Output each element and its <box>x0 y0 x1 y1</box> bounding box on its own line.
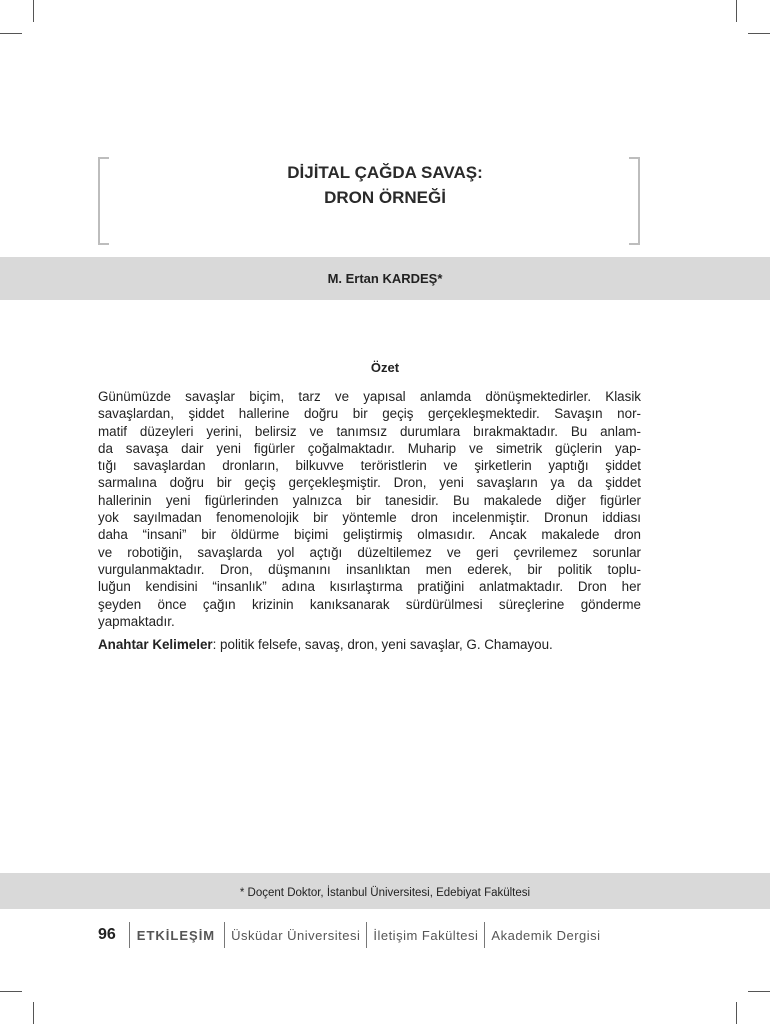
crop-mark <box>33 0 34 22</box>
author-footnote: * Doçent Doktor, İstanbul Üniversitesi, Edebiyat Fakültesi <box>239 887 531 899</box>
footer-divider <box>224 922 225 948</box>
journal-name: ETKİLEŞİM <box>136 927 216 943</box>
crop-mark <box>748 33 770 34</box>
abstract-line: savaşlardan, şiddet hallerine doğru bir geçiş gerçekleşmektedir. Savaşın nor- <box>98 406 641 422</box>
author-band <box>0 257 770 300</box>
page-number: 96 <box>98 926 116 943</box>
crop-mark <box>33 1002 34 1024</box>
abstract-line: Günümüzde savaşlar biçim, tarz ve yapısal anlamda dönüşmektedirler. Klasik <box>98 389 641 404</box>
author-name: M. Ertan KARDEŞ* <box>327 271 443 286</box>
abstract-line: daha “insani” bir öldürme biçimi geliştirmiş olmasıdır. Ancak makalede dron <box>98 527 641 543</box>
crop-mark <box>736 1002 737 1024</box>
crop-mark <box>736 0 737 22</box>
abstract-line: hallerinin yeni figürlerinden yalnızca bir tanesidir. Bu makalede diğer figürler <box>98 492 641 508</box>
crop-mark <box>0 991 22 992</box>
faculty-name: İletişim Fakültesi <box>373 927 479 943</box>
footer-divider <box>484 922 485 948</box>
publication-name: Akademik Dergisi <box>491 927 601 943</box>
abstract-line: ve robotiğin, savaşlarda yol açtığı düzeltilemez ve geri çevrilemez sorunlar <box>98 544 641 560</box>
abstract-line: sarmalına doğru bir geçiş gerçekleşmiştir. Dron, yeni savaşların ya da şiddet <box>98 475 641 491</box>
abstract-line: da savaşa dair yeni figürler çoğalmaktadır. Muharip ve simetrik güçlerin yap- <box>98 440 641 456</box>
crop-mark <box>748 991 770 992</box>
footer-divider <box>366 922 367 948</box>
abstract-heading: Özet <box>370 360 400 375</box>
abstract-line: yapmaktadır. <box>98 613 175 629</box>
title-line-1: DİJİTAL ÇAĞDA SAVAŞ: <box>287 163 483 182</box>
abstract-line: luğun kendisini “insanlık” adına kısırlaştırma pratiğini anlatmaktadır. Dron her <box>98 579 641 595</box>
crop-mark <box>0 33 22 34</box>
article-title <box>0 160 770 210</box>
footer-divider <box>129 922 130 948</box>
footnote-band <box>0 873 770 909</box>
abstract-line: şeyden önce çağın krizinin kanıksanarak sürdürülmesi süreçlerine gönderme <box>98 596 641 612</box>
keywords-text: : politik felsefe, savaş, dron, yeni savaşlar, G. Chamayou. <box>212 637 553 652</box>
abstract-body <box>98 388 641 630</box>
abstract-line: yok sayılmadan fenomenolojik bir yöntemle dron incelenmiştir. Dronun iddiası <box>98 510 641 526</box>
abstract-line: tığı savaşlardan dronların, bilkuvve teröristlerin ve şirketlerin yaptığı şiddet <box>98 458 641 474</box>
keywords <box>98 636 658 653</box>
abstract-line: vurgulanmaktadır. Dron, düşmanını insanlıktan men ederek, bir politik toplu- <box>98 561 641 577</box>
abstract-line: matif düzeyleri yerini, belirsiz ve tanımsız durumlara bırakmaktadır. Bu anlam- <box>98 423 641 439</box>
university-name: Üsküdar Üniversitesi <box>231 927 361 943</box>
keywords-label: Anahtar Kelimeler <box>98 637 213 652</box>
page-footer <box>98 922 604 948</box>
title-line-2: DRON ÖRNEĞİ <box>324 188 446 207</box>
